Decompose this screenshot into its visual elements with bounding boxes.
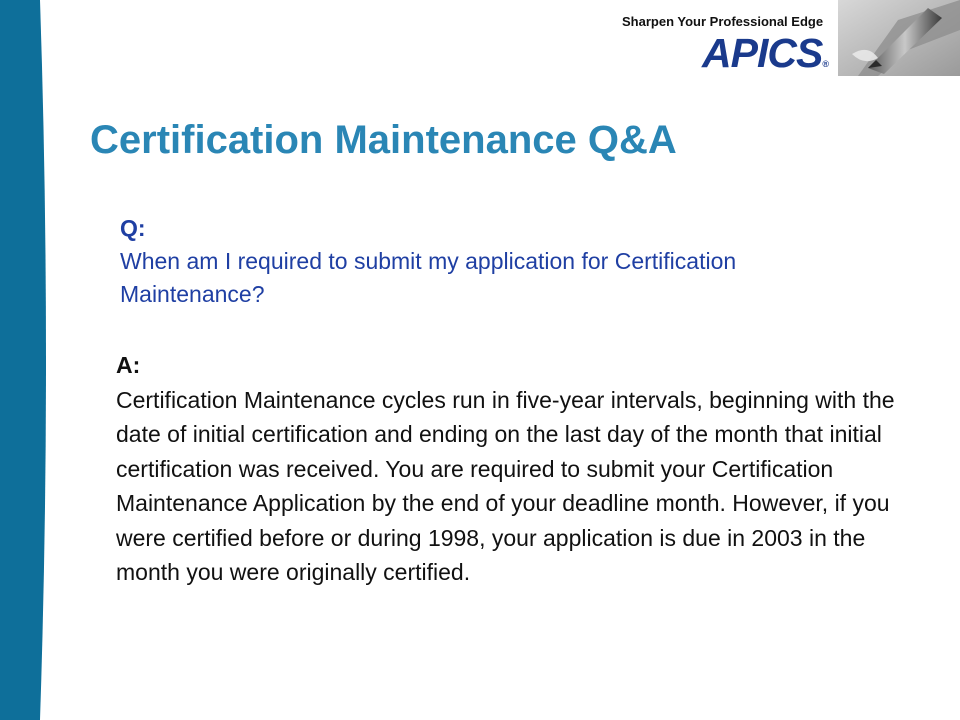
apics-logo [702,30,828,77]
answer-block [116,348,896,590]
registered-mark: ® [822,59,828,69]
question-label: Q: [120,215,146,241]
question-text: When am I required to submit my application for Certification Maintenance? [120,248,737,307]
slide-title: Certification Maintenance Q&A [90,118,677,162]
pen-nib-icon [838,0,960,76]
answer-label: A: [116,352,141,378]
apics-logo-text: APICS [702,30,823,76]
tagline-text: Sharpen Your Professional Edge [622,14,824,29]
left-bar-curve-shape [0,0,52,720]
pen-nib-photo [838,0,960,76]
answer-text: Certification Maintenance cycles run in five-year intervals, beginning with the date of initial certification and ending on the last day of the month that initial certification was received. You are required to submit your Certification Maintenance Application by the end of your deadline month. However, if you were certified before or during 1998, your application is due in 2003 in the month you were originally certified. [116,386,895,585]
question-block [120,212,880,311]
